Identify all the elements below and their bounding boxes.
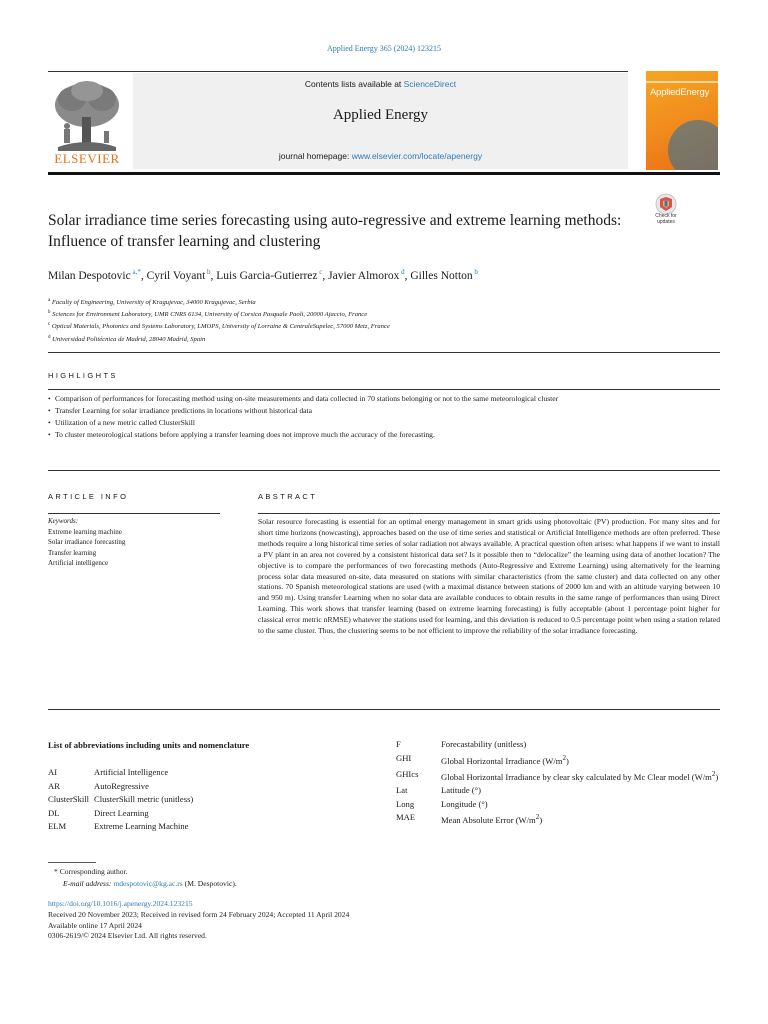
affiliation-mark: c [48,322,51,328]
keyword-item[interactable]: Transfer learning [48,548,97,557]
publisher-wordmark: ELSEVIER [54,151,120,166]
abbreviation-definition-text: ClusterSkill metric (unitless) [94,794,194,804]
abbreviation-row [48,807,368,821]
affiliation-mark: a [48,298,51,303]
abbreviation-row [48,820,368,834]
abbreviation-term: Lat [396,785,408,796]
cover-title: AppliedEnergy [650,87,710,98]
highlights-list [48,394,720,442]
abbreviation-row [48,780,368,794]
abbreviation-definition [94,766,368,780]
abbreviation-row [396,784,720,798]
highlight-item: • Comparison of performances for forecasting method using on-site measurements and data collected in 70 stations belonging or not to the same meteorological cluster [48,394,720,405]
author-separator: , [322,269,329,282]
abbreviations-right-column [396,738,720,828]
received-dates: Received 20 November 2023; Received in revised form 24 February 2024; Accepted 11 April 2024 [48,909,350,919]
check-updates-line2: updates [657,218,675,225]
abstract-text: Solar resource forecasting is essential for an optimal energy management in smart grids using photovoltaic (PV) production. For many sites and for short time horizons (nowcasting), approaches based on the use of time series and statistical or Artificial Intelligence methods are often preferred. These methods require a long historical time series of solar radiation not always available. A practical question often arises: what happens if we want to install a PV plant in an area not covered by a consistent historical data set? Is it possible then to “delocalize” the learning using data of another location? The objective is to compare the performances of two forecasting methods (Auto-Regressive and Extreme Learning) using alternatively for the learning process solar data measured on-site, data measured on stations with similar characteristics (from the same cluster) and data collected on any other stations. 70 Spanish meteorological stations are used (with a maximal distance between stations of 2000 km and with an altitude varying between 10 and 950 m). Using transfer Learning when no solar data are available conduces to obtain results in the same range of performances than using Direct Learning. This work shows that transfer learning (based on extreme learning forecasting) is fully acceptable (about 1 percentage point higher for classical error metric nRMSE) whatever the stations used for learning, and this deviation is reduced to 0.5 percentage point when using a station related to the same cluster. Thus, the clustering seems to be not efficient to improve the reliability of the solar irradiance forecasting. [258,517,720,636]
keywords-title: Keywords: [48,517,79,525]
abbreviation-row [48,766,368,780]
homepage-link[interactable]: www.elsevier.com/locate/apenergy [351,151,483,161]
abbreviation-definition [441,798,720,812]
keyword-item[interactable]: Extreme learning machine [48,527,122,536]
abbreviation-definition-text: Artificial Intelligence [94,767,169,777]
affiliation-text: Optical Materials, Photonics and Systems Laboratory, LMOPS, University of Lorraine & CentraleSupelec, 57000 Metz, France [50,323,390,331]
abbreviation-row [396,738,720,752]
check-updates-line1: Check for [655,213,677,219]
article-info-rule [48,513,220,514]
author-name[interactable]: Luis Garcia-Gutierrez [216,269,318,282]
unit-close: ) [566,755,569,766]
cover-graphic [668,120,718,170]
affiliation-item [48,320,720,332]
author-affiliation-mark[interactable]: d [399,268,405,276]
author-name[interactable]: Javier Almorox [328,269,400,282]
author-name[interactable]: Milan Despotovic [48,269,131,282]
corresponding-author-text: Corresponding author. [59,867,128,876]
unit-close: ) [539,815,543,826]
abstract-heading: ABSTRACT [258,492,318,501]
email-label: E-mail address: [63,878,114,888]
masthead-top-rule [48,71,628,72]
highlights-top-rule [48,389,720,390]
abbreviation-term: F [396,739,401,749]
email-note [48,878,720,890]
abbreviation-term: ClusterSkill [48,794,90,804]
abbreviation-definition [94,780,368,794]
unit-exponent: 2 [562,753,567,762]
author-list [48,268,720,282]
affiliation-list [48,296,720,345]
footnote-rule [48,862,96,863]
abstract-rule [258,513,720,514]
abbreviation-definition-text: AutoRegressive [94,780,149,791]
author-separator: , [404,269,411,282]
author-affiliation-mark[interactable]: c [317,268,323,276]
article-info-heading: ARTICLE INFO [48,492,129,501]
affiliation-text: Faculty of Engineering, University of Kragujevac, 34000 Kragujevac, Serbia [50,299,256,307]
abbreviation-definition-text: Longitude (°) [441,798,488,809]
abbreviation-definition [441,784,720,798]
check-updates-icon [646,193,686,215]
author-affiliation-mark[interactable]: b [472,268,478,276]
abbreviation-definition [94,793,368,807]
abbreviation-definition-text: Global Horizontal Irradiance by clear sky calculated by Mc Clear model (W/m [441,771,712,782]
abbreviation-definition-text: Mean Absolute Error (W/m [441,815,536,826]
available-online: Available online 17 April 2024 [48,920,142,930]
abbreviation-definition [441,768,720,784]
affiliation-item [48,296,720,308]
journal-masthead [48,71,720,174]
check-updates-label [646,214,686,225]
abbreviation-row [396,752,720,768]
sciencedirect-link[interactable]: ScienceDirect [403,79,457,89]
copyright-line: 0306-2619/© 2024 Elsevier Ltd. All rights reserved. [48,931,207,941]
abbreviation-definition-text: Forecastability (unitless) [441,739,527,749]
abbreviation-row [48,793,368,807]
cover-band [646,81,718,83]
affiliation-mark: d [48,334,51,340]
abbreviation-term: AR [48,780,60,791]
abbreviation-term: Long [396,798,415,809]
abbreviation-term: MAE [396,812,416,823]
author-separator: , [210,269,217,282]
highlight-item: • To cluster meteorological stations before applying a transfer learning does not improve much the accuracy of the forecasting. [48,430,720,441]
abbreviation-definition-text: Extreme Learning Machine [94,821,189,831]
author-separator: , [140,269,147,282]
abbreviation-term: GHI [396,752,412,763]
email-suffix: (M. Despotovic). [182,878,237,888]
check-for-updates-button[interactable] [646,193,686,233]
highlights-bottom-rule [48,470,720,471]
keywords-block [48,516,220,569]
keyword-item[interactable]: Solar irradiance forecasting [48,538,126,546]
footnotes [48,866,720,889]
corresponding-author-note [48,866,720,878]
keyword-items [48,527,220,569]
abbreviation-definition-text: Direct Learning [94,807,149,818]
publication-info [48,899,720,942]
homepage-prefix: journal homepage: [278,151,352,161]
divider-after-affiliations [48,352,720,353]
email-link[interactable]: mdespotovic@kg.ac.rs [113,878,183,888]
abstract-bottom-rule [48,709,720,710]
paper-title: Solar irradiance time series forecasting using auto-regressive and extreme learning methods: Influence of transfer learning and clustering [48,212,622,250]
unit-close: ) [715,771,719,782]
author-affiliation-mark[interactable]: b [205,268,211,276]
abbreviation-term: AI [48,767,58,777]
asterisk-mark: * [54,867,60,876]
highlight-item: • Utilization of a new metric called ClusterSkill [48,418,720,429]
abbreviation-row [396,811,720,827]
abbreviation-definition-text: Global Horizontal Irradiance (W/m [441,755,563,766]
abbreviation-row [396,768,720,784]
contents-available-line [133,79,628,89]
abbreviation-term: ELM [48,821,67,831]
unit-exponent: 2 [711,769,716,778]
keyword-item[interactable]: Artificial intelligence [48,559,109,567]
doi-link[interactable]: https://doi.org/10.1016/j.apenergy.2024.123215 [48,899,193,908]
affiliation-item [48,308,720,320]
affiliation-text: Universidad Politécnica de Madrid, 28040 Madrid, Spain [50,335,206,343]
highlight-item: • Transfer Learning for solar irradiance predictions in locations without historical data [48,406,720,417]
abbreviation-term: GHIcs [396,768,419,779]
affiliation-text: Sciences for Environment Laboratory, UMR CNRS 6134, University of Corsica Pasquale Paoli, 20000 Ajaccio, France [50,311,368,319]
abbreviation-definition [441,752,720,768]
abbreviation-definition [94,807,368,821]
author-name[interactable]: Cyril Voyant [146,269,206,282]
contents-prefix: Contents lists available at [304,79,404,89]
journal-homepage-line [133,151,628,161]
abbreviation-definition [441,811,720,827]
masthead-bottom-rule [48,172,720,175]
author-name[interactable]: Gilles Notton [410,269,473,282]
abbreviation-row [396,798,720,812]
journal-name: Applied Energy [332,107,429,123]
journal-cover-thumbnail[interactable] [646,71,718,170]
abbreviations-title: List of abbreviations including units and nomenclature [48,740,250,750]
abbreviation-definition [441,738,720,752]
abbreviation-term: DL [48,807,60,818]
abbreviation-definition [94,820,368,834]
unit-exponent: 2 [535,813,540,822]
author-affiliation-mark[interactable]: a,* [130,268,141,276]
abbreviations-left-column [48,766,368,834]
affiliation-item [48,333,720,345]
abbreviation-definition-text: Latitude (°) [441,785,481,796]
journal-citation[interactable]: Applied Energy 365 (2024) 123215 [326,44,442,53]
highlights-heading: HIGHLIGHTS [48,371,118,380]
affiliation-mark: b [48,310,51,316]
